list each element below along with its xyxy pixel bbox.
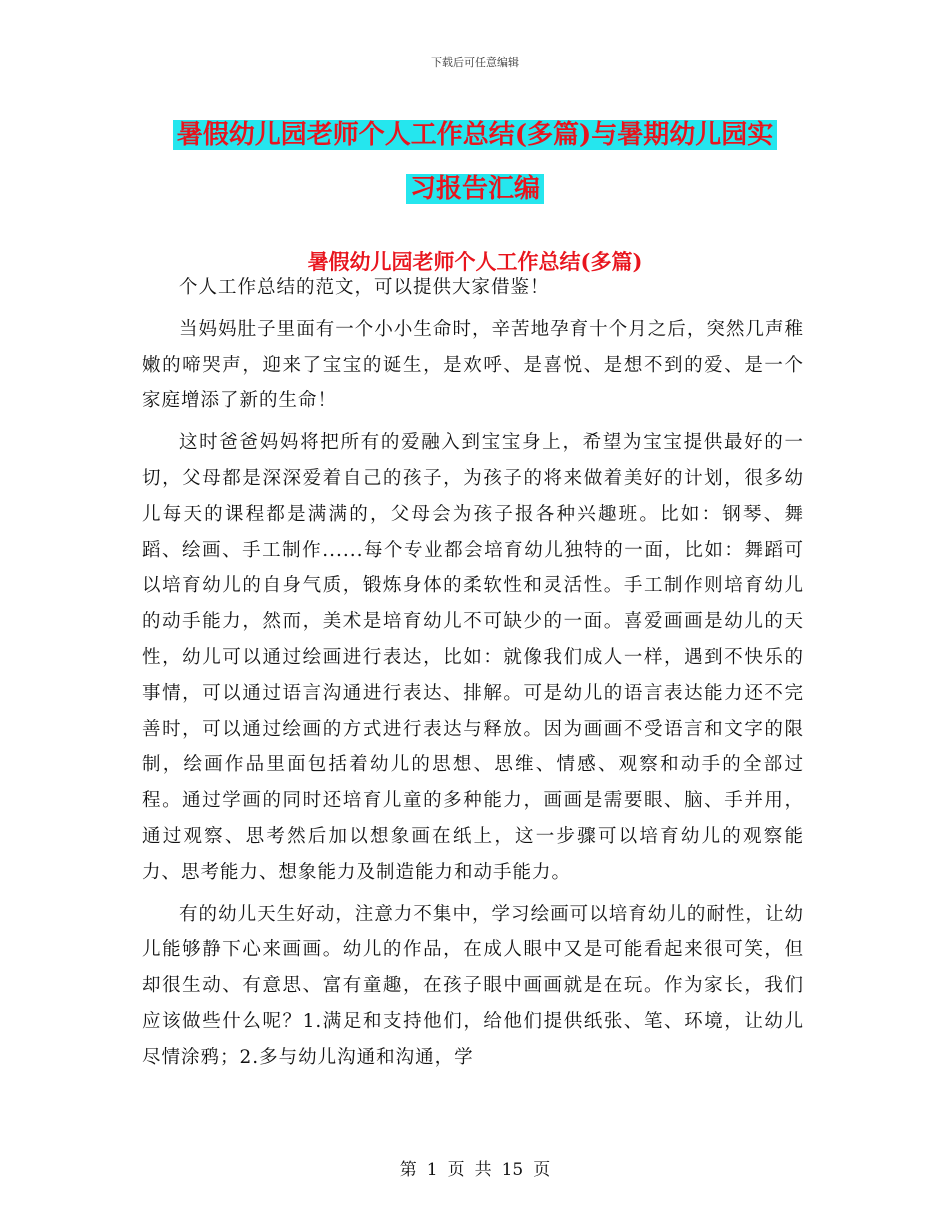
document-title-line-1: 暑假幼儿园老师个人工作总结(多篇)与暑期幼儿园实 — [173, 120, 778, 150]
footer-page-word: 页 — [447, 1160, 465, 1180]
header-note: 下载后可任意编辑 — [431, 56, 519, 69]
paragraph: 这时爸爸妈妈将把所有的爱融入到宝宝身上，希望为宝宝提供最好的一切，父母都是深深爱着自己的孩子，为孩子的将来做着美好的计划，很多幼儿每天的课程都是满满的，父母会为孩子报各种兴趣班。比如：钢琴、舞蹈、绘画、手工制作......每个专业都会培育幼儿独特的一面，比如：舞蹈可以培育幼儿的自身气质，锻炼身体的柔软性和灵活性。手工制作则培育幼儿的动手能力，然而，美术是培育幼儿不可缺少的一面。喜爱画画是幼儿的天性，幼儿可以通过绘画进行表达，比如：就像我们成人一样，遇到不快乐的事情，可以通过语言沟通进行表达、排解。可是幼儿的语言表达能力还不完善时，可以通过绘画的方式进行表达与释放。因为画画不受语言和文字的限制，绘画作品里面包括着幼儿的思想、思维、情感、观察和动手的全部过程。通过学画的同时还培育儿童的多种能力，画画是需要眼、脑、手并用，通过观察、思考然后加以想象画在纸上，这一步骤可以培育幼儿的观察能力、思考能力、想象能力及制造能力和动手能力。 — [142, 432, 804, 883]
footer-suffix: 页 — [533, 1160, 551, 1180]
footer-page-number: 1 — [426, 1160, 438, 1180]
document-title — [140, 108, 810, 216]
section-title: 暑假幼儿园老师个人工作总结(多篇) — [307, 249, 643, 274]
footer-total-prefix: 共 — [474, 1160, 492, 1180]
paragraph: 有的幼儿天生好动，注意力不集中，学习绘画可以培育幼儿的耐性，让幼儿能够静下心来画画。幼儿的作品，在成人眼中又是可能看起来很可笑，但却很生动、有意思、富有童趣，在孩子眼中画画就是在玩。作为家长，我们应该做些什么呢？1.满足和支持他们，给他们提供纸张、笔、环境，让幼儿尽情涂鸦；2.多与幼儿沟通和沟通，学 — [142, 903, 804, 1068]
document-title-line-2: 习报告汇编 — [406, 174, 544, 204]
footer-prefix: 第 — [399, 1160, 417, 1180]
paragraph: 当妈妈肚子里面有一个小小生命时，辛苦地孕育十个月之后，突然几声稚嫩的啼哭声，迎来了宝宝的诞生，是欢呼、是喜悦、是想不到的爱、是一个家庭增添了新的生命！ — [142, 318, 804, 412]
footer-total-pages: 15 — [501, 1160, 524, 1180]
document-body — [142, 270, 804, 1082]
page-footer — [0, 1155, 950, 1180]
paragraph: 个人工作总结的范文，可以提供大家借鉴！ — [179, 277, 550, 298]
